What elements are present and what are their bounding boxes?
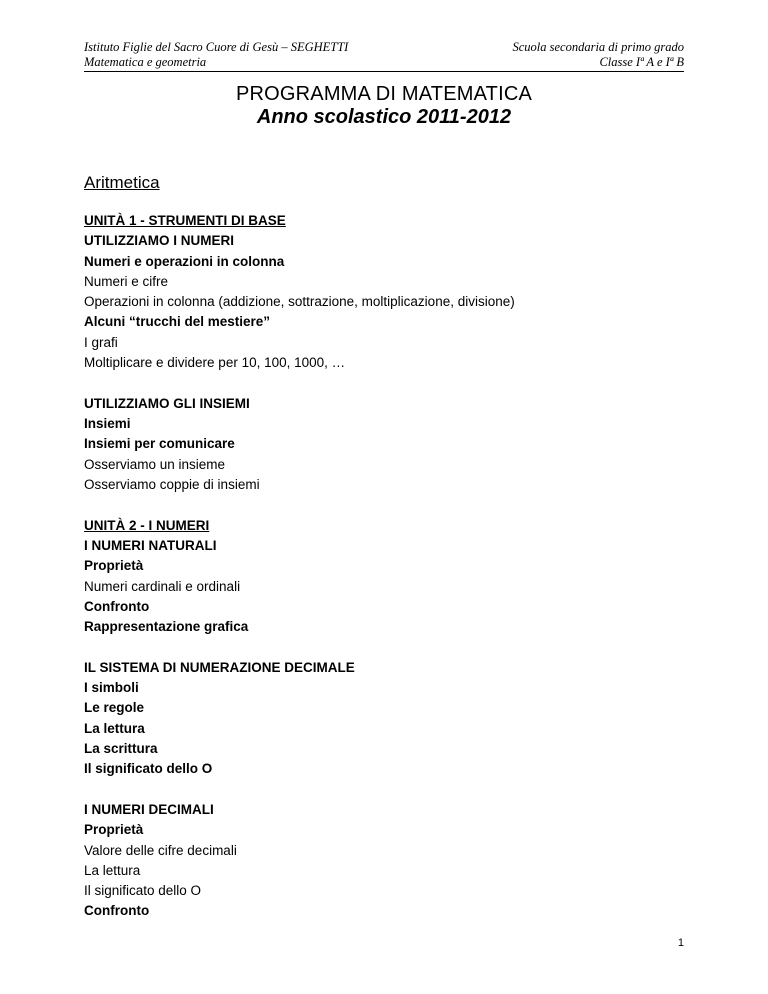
topic-heading: I simboli xyxy=(84,680,139,696)
program-content xyxy=(84,211,684,922)
topic-item: Osserviamo coppie di insiemi xyxy=(84,476,260,492)
header-school: Istituto Figlie del Sacro Cuore di Gesù – SEGHETTI xyxy=(84,40,349,54)
unit-title: UNITÀ 1 - STRUMENTI DI BASE xyxy=(84,213,286,228)
topic-heading: Le regole xyxy=(84,700,145,716)
topic-item: I grafi xyxy=(84,334,118,350)
blank-line xyxy=(84,780,684,800)
topic-heading: Insiemi per comunicare xyxy=(84,436,235,452)
topic-heading: Confronto xyxy=(84,598,150,614)
topic-item: Numeri e cifre xyxy=(84,273,169,289)
topic-item: La lettura xyxy=(84,862,141,878)
document-subtitle: Anno scolastico 2011-2012 xyxy=(256,106,512,128)
topic-heading: I NUMERI DECIMALI xyxy=(84,801,214,817)
unit-title: UNITÀ 2 - I NUMERI xyxy=(84,517,210,533)
topic-heading: UTILIZZIAMO I NUMERI xyxy=(84,233,234,249)
topic-heading: La lettura xyxy=(84,720,145,736)
topic-item: Osserviamo un insieme xyxy=(84,456,226,472)
topic-heading: Proprietà xyxy=(84,822,144,838)
topic-heading: Insiemi xyxy=(84,416,131,432)
topic-heading: La scrittura xyxy=(84,741,158,756)
header-school-level: Scuola secondaria di primo grado xyxy=(512,40,684,54)
page-number: 1 xyxy=(677,937,684,949)
topic-heading: Alcuni “trucchi del mestiere” xyxy=(84,314,271,330)
header-classes: Classe Iª A e Iª B xyxy=(599,55,684,69)
topic-heading: Confronto xyxy=(84,903,150,919)
topic-item: Numeri cardinali e ordinali xyxy=(84,578,241,594)
blank-line xyxy=(84,637,684,657)
topic-heading: Rappresentazione grafica xyxy=(84,619,249,635)
header-subject: Matematica e geometria xyxy=(84,55,207,69)
topic-heading: IL SISTEMA DI NUMERAZIONE DECIMALE xyxy=(84,659,355,675)
blank-line xyxy=(84,373,684,393)
header-left xyxy=(84,40,348,70)
topic-heading: Proprietà xyxy=(84,558,144,574)
header-right xyxy=(512,40,684,70)
topic-item: Il significato dello O xyxy=(84,883,202,899)
topic-item: Operazioni in colonna (addizione, sottrazione, moltiplicazione, divisione) xyxy=(84,294,515,310)
topic-item: Moltiplicare e dividere per 10, 100, 1000, … xyxy=(84,355,346,371)
blank-line xyxy=(84,495,684,515)
topic-heading: Il significato dello O xyxy=(84,761,213,777)
header-divider xyxy=(84,71,684,72)
document-title: PROGRAMMA DI MATEMATICA xyxy=(235,83,533,105)
section-title: Aritmetica xyxy=(84,173,160,192)
topic-item: Valore delle cifre decimali xyxy=(84,842,237,858)
topic-heading: UTILIZZIAMO GLI INSIEMI xyxy=(84,395,250,411)
topic-heading: Numeri e operazioni in colonna xyxy=(84,253,285,269)
topic-heading: I NUMERI NATURALI xyxy=(84,537,217,553)
